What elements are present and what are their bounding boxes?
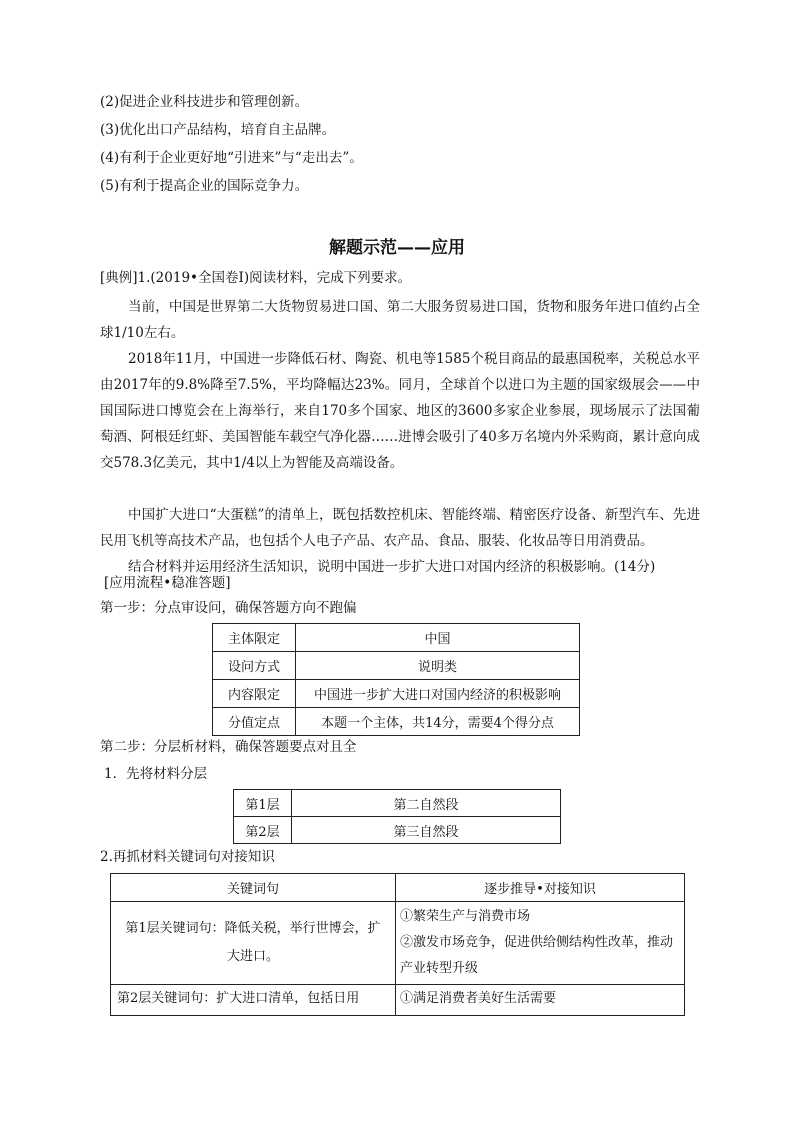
- table-cell: ①满足消费者美好生活需要: [396, 985, 685, 1016]
- table-row: [234, 817, 561, 844]
- table-cell: 主体限定: [213, 624, 296, 652]
- question-paragraph: 结合材料并运用经济生活知识，说明中国进一步扩大进口对国内经济的积极影响。(14分): [128, 559, 656, 575]
- sub-heading-2: 2.再抓材料关键词句对接知识: [100, 849, 275, 865]
- table-cell: 第2层关键词句：扩大进口清单，包括日用: [111, 985, 396, 1016]
- keyword-knowledge-table: [110, 873, 685, 1016]
- paragraph-2: 2018年11月，中国进一步降低石材、陶瓷、机电等1585个税目商品的最惠国税率，关税总水平由2017年的9.8%降至7.5%，平均降幅达23%。同月，全球首个以进口为主题的国家级展会——中国国际进口博览会在上海举行，来自170多个国家、地区的3600多家企业参展，现场展示了法国葡萄酒、阿根廷红虾、美国智能车载空气净化器……进博会吸引了40多万名境内外采购商，累计意向成交578.3亿美元，其中1/4以上为智能及高端设备。: [100, 351, 700, 471]
- list-item-2: (2)促进企业科技进步和管理创新。: [100, 94, 309, 110]
- table-row: [111, 902, 685, 985]
- table-row: [213, 680, 580, 708]
- table-cell: 第二自然段: [292, 790, 561, 817]
- table-row: [213, 652, 580, 680]
- table-cell: 第1层关键词句：降低关税，举行世博会，扩大进口。: [111, 902, 396, 985]
- list-item-4: (4)有利于企业更好地“引进来”与“走出去”。: [100, 150, 363, 166]
- table-header: 关键词句: [111, 874, 396, 902]
- knowledge-point: ①繁荣生产与消费市场: [400, 909, 531, 924]
- table-row: [213, 708, 580, 736]
- question-analysis-table: [212, 623, 580, 736]
- knowledge-point: ②激发市场竞争，促进供给侧结构性改革，推动产业转型升级: [400, 935, 674, 976]
- table-cell: 设问方式: [213, 652, 296, 680]
- step-1-heading: 第一步：分点审设问，确保答题方向不跑偏: [100, 600, 357, 616]
- table-cell: 第1层: [234, 790, 292, 817]
- table-cell: 第三自然段: [292, 817, 561, 844]
- table-row: [234, 790, 561, 817]
- table-cell: [396, 902, 685, 985]
- table-cell: 本题一个主体，共14分，需要4个得分点: [296, 708, 580, 736]
- table-cell: 中国: [296, 624, 580, 652]
- table-row: [213, 624, 580, 652]
- table-cell: 说明类: [296, 652, 580, 680]
- flow-heading: [应用流程•稳准答题]: [104, 575, 231, 591]
- table-cell: 中国进一步扩大进口对国内经济的积极影响: [296, 680, 580, 708]
- table-row: [111, 874, 685, 902]
- sub-heading-1: 1．先将材料分层: [104, 766, 208, 782]
- step-2-heading: 第二步：分层析材料，确保答题要点对且全: [100, 739, 357, 755]
- list-item-5: (5)有利于提高企业的国际竞争力。: [100, 178, 309, 194]
- table-row: [111, 985, 685, 1016]
- paragraph-3: 中国扩大进口“大蛋糕”的清单上，既包括数控机床、智能终端、精密医疗设备、新型汽车、先进民用飞机等高技术产品，也包括个人电子产品、农产品、食品、服装、化妆品等日用消费品。: [100, 507, 700, 549]
- table-cell: 分值定点: [213, 708, 296, 736]
- table-cell: 第2层: [234, 817, 292, 844]
- material-layer-table: [233, 789, 561, 844]
- table-cell: 内容限定: [213, 680, 296, 708]
- paragraph-1: 当前，中国是世界第二大货物贸易进口国、第二大服务贸易进口国，货物和服务年进口值约占全球1/10左右。: [100, 299, 700, 341]
- list-item-3: (3)优化出口产品结构，培育自主品牌。: [100, 122, 336, 138]
- example-intro: [典例]1.(2019•全国卷Ⅰ)阅读材料，完成下列要求。: [100, 270, 412, 286]
- table-header: 逐步推导•对接知识: [396, 874, 685, 902]
- section-title: 解题示范——应用: [329, 238, 465, 258]
